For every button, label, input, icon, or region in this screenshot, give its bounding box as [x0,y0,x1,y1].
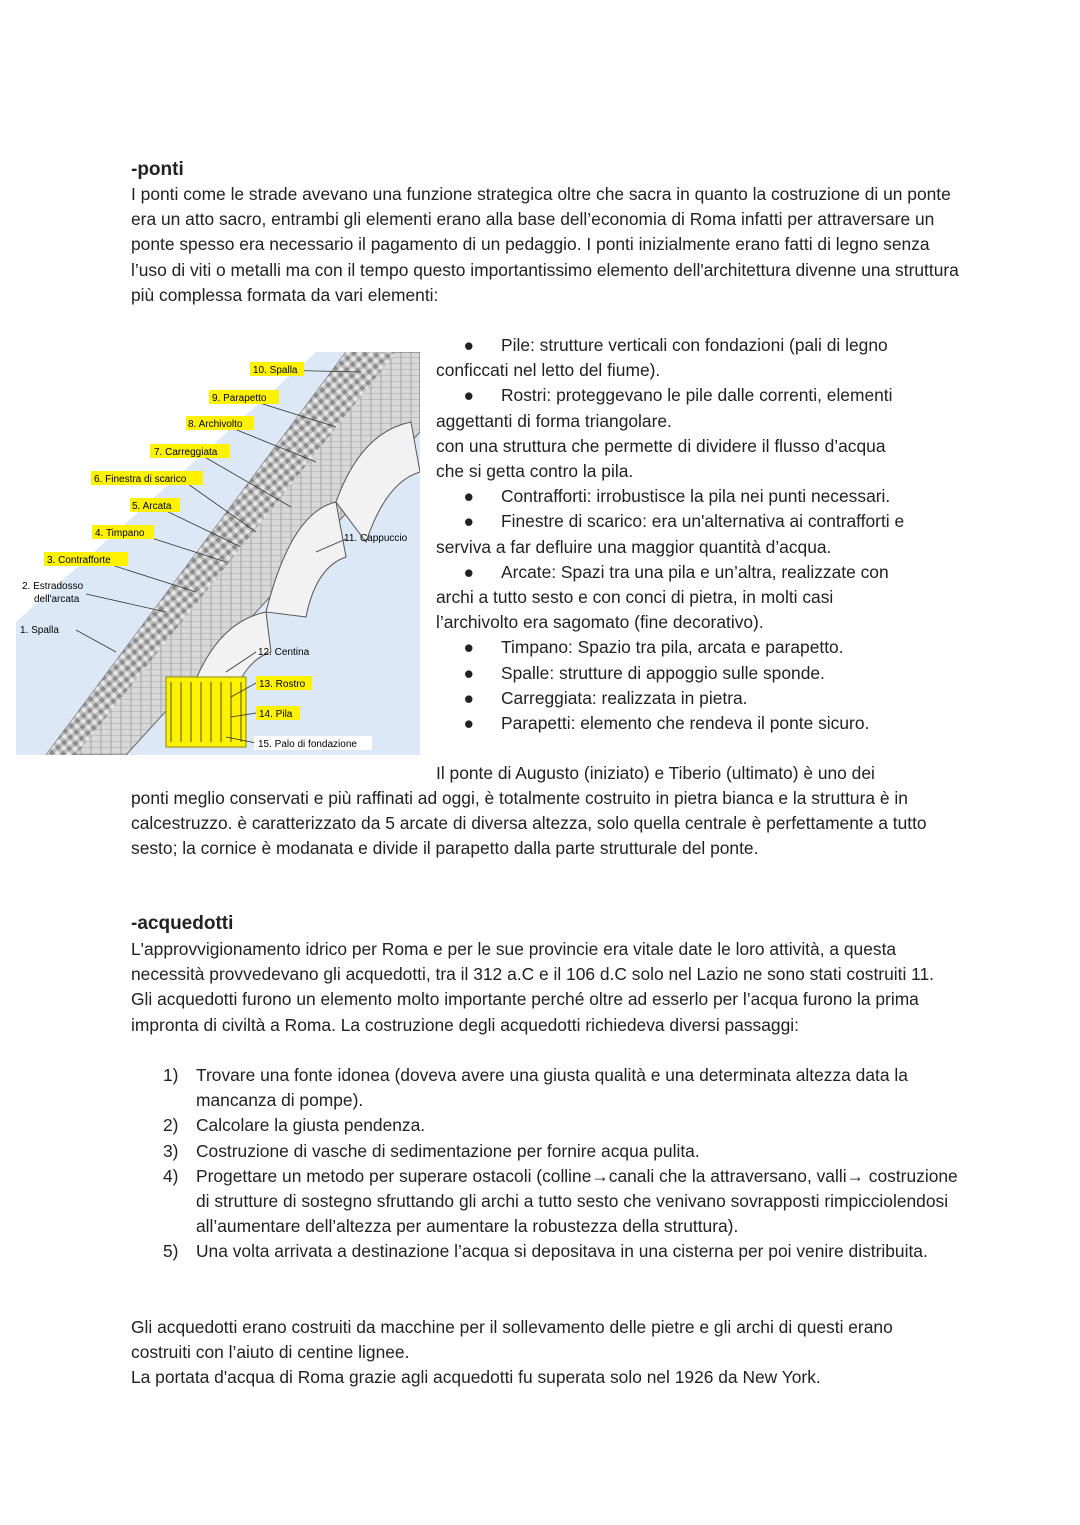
bullet-icon: ● [463,385,474,406]
bullet-icon: ● [463,662,474,683]
list-item-continuation: serviva a far defluire una maggior quantità d’acqua. [436,536,832,557]
list-item: ● Timpano: Spazio tra pila, arcata e parapetto. [436,635,956,660]
list-item: ● Finestre di scarico: era un'alternativa ai contrafforti e [436,509,956,534]
list-item: ● Rostri: proteggevano le pile dalle correnti, elementi [436,383,956,408]
label-centina: 12. Centina [258,647,310,658]
list-item: 3) Costruzione di vasche di sedimentazione per fornire acqua pulita. [163,1140,700,1161]
bridge-diagram [16,352,420,755]
list-item-continuation: conficcati nel letto del fiume). [436,360,661,381]
list-item: 5) Una volta arrivata a destinazione l’acqua si depositava in una cisterna per poi venire distribuita. [163,1241,928,1262]
bridge-elements-list [436,333,956,736]
list-item-continuation: aggettanti di forma triangolare. [436,410,672,431]
list-item: ● Arcate: Spazi tra una pila e un’altra, realizzate con [436,560,956,585]
augusto-first-line: Il ponte di Augusto (iniziato) e Tiberio (ultimato) è uno dei [436,763,875,783]
list-item-continuation: che si getta contro la pila. [436,461,634,482]
list-item: ● Carreggiata: realizzata in pietra. [436,686,956,711]
bridge-pile-highlight [166,677,246,747]
label-finestra-di-scarico: 6. Finestra di scarico [94,474,187,485]
list-item: ● Parapetti: elemento che rendeva il ponte sicuro. [436,711,956,736]
label-archivolto: 8. Archivolto [188,419,243,430]
acquedotti-steps-list [163,1063,963,1265]
list-item: ● Pile: strutture verticali con fondazioni (pali di legno [436,333,956,358]
augusto-paragraph: ponti meglio conservati e più raffinati ad oggi, è totalmente costruito in pietra bianca e la struttura è in calcestruzzo. è caratterizzato da 5 arcate di diversa altezza, solo quella centrale è perfettamente a tutto sesto; la cornice è modanata e divide il parapetto dalla parte strutturale del ponte. [131,788,927,859]
label-rostro: 13. Rostro [259,679,306,690]
bullet-icon: ● [463,486,474,507]
list-item: 4) Progettare un metodo per superare ostacoli (colline→canali che la attraversano, valli→ costruzione di strutture di sostegno sfruttando gli archi a tutto sesto che venivano sovrapposti rimpicciolendosi all’aumentare dell’altezza per aumentare la robustezza della struttura). [163,1165,958,1237]
label-estradosso: 2. Estradosso [22,581,84,592]
bullet-icon: ● [463,637,474,658]
label-palo-di-fondazione: 15. Palo di fondazione [258,739,357,750]
label-pila: 14. Pila [259,709,293,720]
label-parapetto: 9. Parapetto [212,393,267,404]
list-item: ● Contrafforti: irrobustisce la pila nei punti necessari. [436,484,956,509]
acquedotti-final-line: La portata d'acqua di Roma grazie agli acquedotti fu superata solo nel 1926 da New York. [131,1367,821,1387]
bullet-icon: ● [463,687,474,708]
bullet-icon: ● [463,561,474,582]
bullet-icon: ● [463,511,474,532]
list-item-continuation: archi a tutto sesto e con conci di pietra, in molti casi [436,587,834,608]
label-dellarcata: dell'arcata [34,594,80,605]
label-arcata: 5. Arcata [132,501,172,512]
label-spalla-10: 10. Spalla [253,365,298,376]
section-heading-acquedotti: -acquedotti [131,913,234,934]
bullet-icon: ● [463,713,474,734]
acquedotti-closing-paragraph: Gli acquedotti erano costruiti da macchine per il sollevamento delle pietre e gli archi di questi erano costruiti con l’aiuto di centine lignee. [131,1317,893,1363]
list-item: 1) Trovare una fonte idonea (doveva avere una giusta qualità e una determinata altezza data la mancanza di pompe). [163,1065,908,1111]
label-contrafforte: 3. Contrafforte [47,555,111,566]
section-heading-ponti: -ponti [131,159,184,180]
list-item-continuation: con una struttura che permette di dividere il flusso d’acqua [436,435,886,456]
label-carreggiata: 7. Carreggiata [154,447,218,458]
label-spalla-1: 1. Spalla [20,625,59,636]
bullet-icon: ● [463,335,474,355]
label-timpano: 4. Timpano [95,528,145,539]
list-item: ● Spalle: strutture di appoggio sulle sponde. [436,661,956,686]
label-cappuccio: 11. Cappuccio [344,533,408,544]
ponti-intro-paragraph: I ponti come le strade avevano una funzione strategica oltre che sacra in quanto la costruzione di un ponte era un atto sacro, entrambi gli elementi erano alla base dell’economia di Roma infatti per attraversare un ponte spesso era necessario il pagamento di un pedaggio. I ponti inizialmente erano fatti di legno senza l’uso di viti o metalli ma con il tempo questo importantissimo elemento dell'architettura divenne una struttura più complessa formata da vari elementi: [131,184,959,305]
list-item-continuation: l’archivolto era sagomato (fine decorativo). [436,612,764,633]
list-item: 2) Calcolare la giusta pendenza. [163,1115,426,1136]
acquedotti-intro-paragraph: L'approvvigionamento idrico per Roma e per le sue provincie era vitale date le loro attività, a questa necessità provvedevano gli acquedotti, tra il 312 a.C e il 106 d.C solo nel Lazio ne sono stati costruiti 11. Gli acquedotti furono un elemento molto importante perché oltre ad esserlo per l’acqua furono la prima impronta di civiltà a Roma. La costruzione degli acquedotti richiedeva diversi passaggi: [131,939,935,1035]
